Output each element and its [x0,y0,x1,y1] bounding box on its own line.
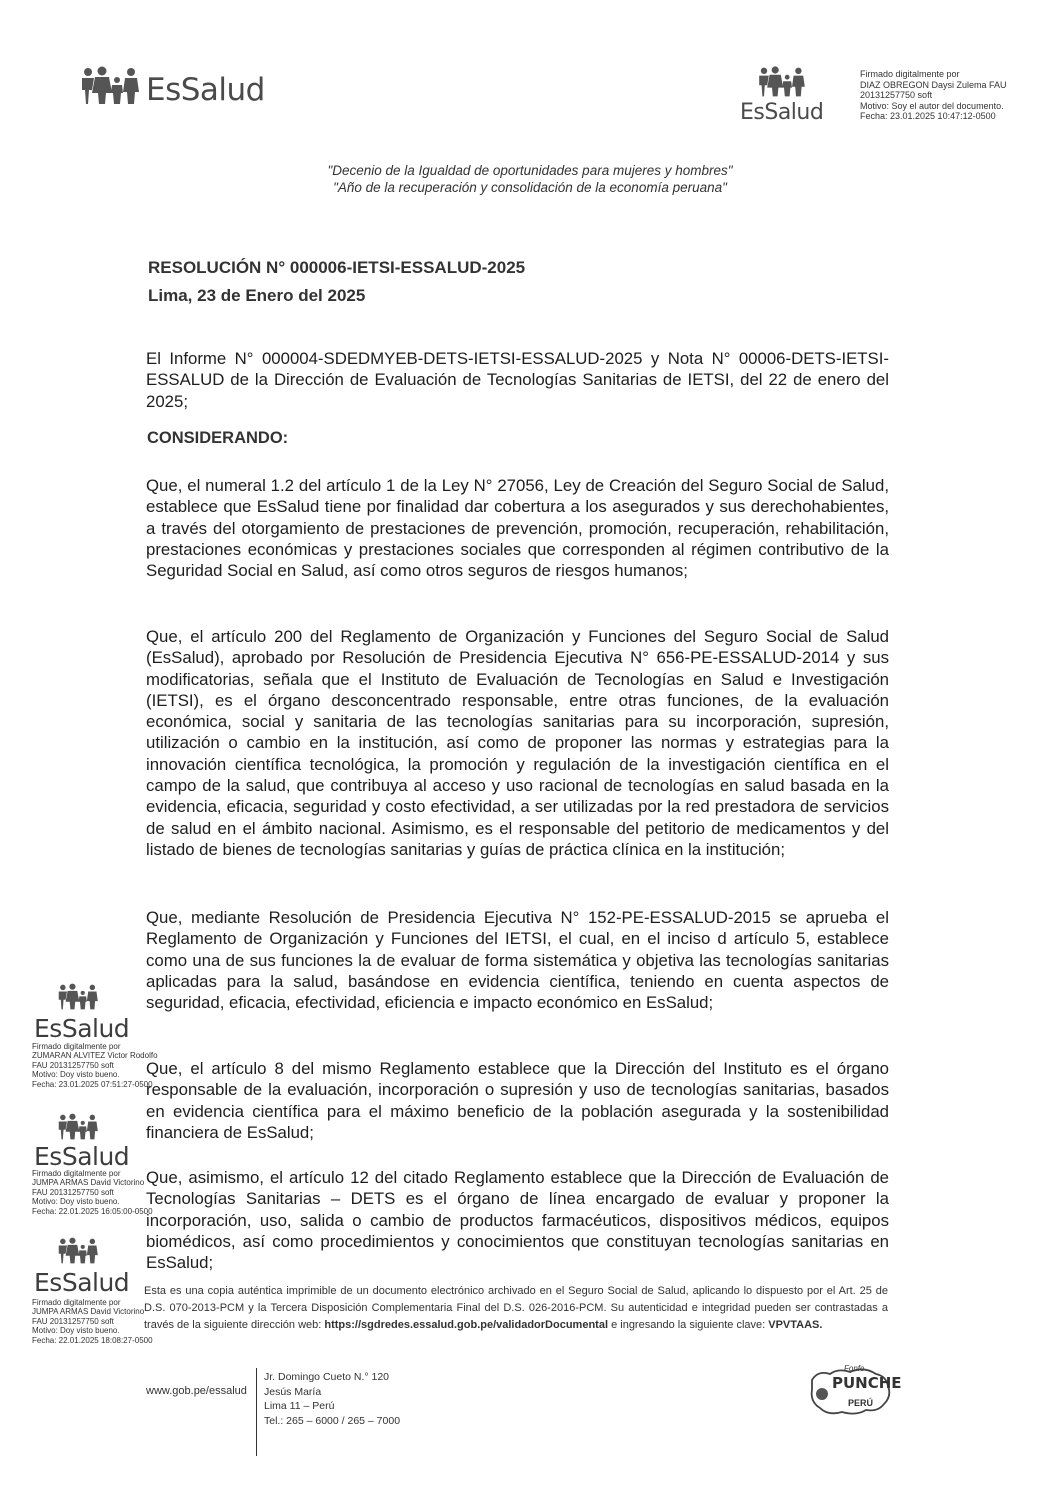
resolution-date: Lima, 23 de Enero del 2025 [148,286,366,305]
motto-line: "Año de la recuperación y consolidación de la economía peruana" [333,180,727,195]
validation-key: VPVTAAS. [768,1319,823,1331]
essalud-logo-text: EsSalud [34,1142,130,1171]
essalud-logo-text: EsSalud [146,72,265,108]
essalud-logo-text: EsSalud [740,100,824,125]
essalud-family-icon [56,1112,104,1142]
essalud-logo-left [78,64,278,110]
side-signature-1 [32,982,158,1092]
signature-text: Firmado digitalmente por JUMPA ARMAS David Victorino FAU 20131257750 soft Motivo: Doy visto bueno. Fecha: 22.01.2025 16:05:00-0500 [32,1169,153,1216]
footer-website[interactable]: www.gob.pe/essalud [146,1385,247,1397]
essalud-family-icon [78,66,148,106]
paragraph-2: Que, el artículo 200 del Reglamento de Organización y Funciones del Seguro Social de Salud (EsSalud), aprobado por Resolución de Presidencia Ejecutiva N° 656-PE-ESSALUD-2014 y sus modificatorias, señala que el Instituto de Evaluación de Tecnologías en Salud e Investigación (IETSI), es el órgano desconcentrado responsable, entre otras funciones, de la evaluación económica, social y sanitaria de las tecnologías sanitarias para su incorporación, supresión, utilización o cambio en la institución, así como de proponer las normas y estrategias para la innovación científica tecnológica, la promoción y regulación de la investigación científica en el campo de la salud, que contribuya al acceso y uso racional de tecnologías en salud basada en la evidencia, eficacia, seguridad y costo efectividad, a ser utilizadas por la red prestadora de servicios de salud en el ámbito nacional. Asimismo, es el responsable del petitorio de medicamentos y del listado de bienes de tecnologías sanitarias y guías de práctica clínica en la institución; [146,627,889,859]
paragraph-3: Que, mediante Resolución de Presidencia Ejecutiva N° 152-PE-ESSALUD-2015 se aprueba el Reglamento de Organización y Funciones del IETSI, el cual, en el inciso d artículo 5, establece como una de sus funciones la de evaluar de forma sistemática y objetiva las tecnologías sanitarias aplicadas para la salud, basándose en evidencia científica, teniendo en cuenta aspectos de seguridad, eficacia, efectividad, eficiencia e impacto económico en EsSalud; [146,908,889,1013]
essalud-logo-text: EsSalud [34,1268,130,1297]
motto-line: "Decenio de la Igualdad de oportunidades para mujeres y hombres" [327,163,733,178]
signature-text: Firmado digitalmente por JUMPA ARMAS David Victorino FAU 20131257750 soft Motivo: Doy visto bueno. Fecha: 22.01.2025 18:08:27-0500 [32,1298,153,1345]
considerando-heading: CONSIDERANDO: [147,429,289,447]
essalud-logo-text: EsSalud [34,1014,130,1043]
footer-divider [256,1368,257,1456]
essalud-family-icon [756,66,812,98]
essalud-family-icon [56,982,104,1012]
resolution-number: RESOLUCIÓN N° 000006-IETSI-ESSALUD-2025 [148,258,526,277]
essalud-logo-right [738,66,838,130]
authenticity-notice: Esta es una copia auténtica imprimible de un documento electrónico archivado en el Seguro Social de Salud, aplicando lo dispuesto por el Art. 25 de D.S. 070-2013-PCM y la Tercera Disposición Complementaria Final del D.S. 026-2016-PCM. Su autenticidad e integridad pueden ser contrastadas a través de la siguiente dirección web: https://sgdredes.essalud.gob.pe/validadorDocumental e ingresando la siguiente clave: VPVTAAS. [144,1285,888,1331]
essalud-family-icon [56,1236,104,1266]
footer-address: Jr. Domingo Cueto N.° 120 Jesús María Lima 11 – Perú Tel.: 265 – 6000 / 265 – 7000 [264,1371,401,1427]
visto-paragraph: El Informe N° 000004-SDEDMYEB-DETS-IETSI-ESSALUD-2025 y Nota N° 00006-DETS-IETSI-ESSALUD de la Dirección de Evaluación de Tecnologías Sanitarias de IETSI, del 22 de enero del 2025; [146,349,889,411]
paragraph-1: Que, el numeral 1.2 del artículo 1 de la Ley N° 27056, Ley de Creación del Seguro Social de Salud, establece que EsSalud tiene por finalidad dar cobertura a los asegurados y sus derechohabientes, a través del otorgamiento de prestaciones de prevención, promoción, recuperación, rehabilitación, prestaciones económicas y prestaciones sociales que corresponden al régimen contributivo de la Seguridad Social en Salud, así como otros seguros de riesgos humanos; [146,476,889,581]
signature-text: Firmado digitalmente por ZUMARAN ALVITEZ Victor Rodolfo FAU 20131257750 soft Motivo: Doy visto bueno. Fecha: 23.01.2025 07:51:27-0500 [32,1042,158,1089]
validation-url[interactable]: https://sgdredes.essalud.gob.pe/validadorDocumental [324,1319,609,1331]
signature-block-top: Firmado digitalmente por DIAZ OBREGON Daysi Zulema FAU 20131257750 soft Motivo: Soy el autor del documento. Fecha: 23.01.2025 10:47:12-0500 [860,69,1007,121]
side-signature-3 [32,1236,152,1356]
paragraph-5: Que, asimismo, el artículo 12 del citado Reglamento establece que la Dirección de Evaluación de Tecnologías Sanitarias – DETS es el órgano de línea encargado de evaluar y proponer la incorporación, uso, salida o cambio de productos farmacéuticos, dispositivos médicos, equipos biomédicos, así como procedimientos y conocimientos que constituyan tecnologías sanitarias en EsSalud; [146,1168,889,1273]
punche-peru-seal: Fonfe PUNCHE PERÚ [804,1366,896,1418]
paragraph-4: Que, el artículo 8 del mismo Reglamento establece que la Dirección del Instituto es el órgano responsable de la evaluación, incorporación o supresión y uso de tecnologías sanitarias, basados en evidencia científica para el máximo beneficio de la población asegurada y la sostenibilidad financiera de EsSalud; [146,1059,889,1142]
side-signature-2 [32,1112,152,1222]
mottos [260,162,800,196]
